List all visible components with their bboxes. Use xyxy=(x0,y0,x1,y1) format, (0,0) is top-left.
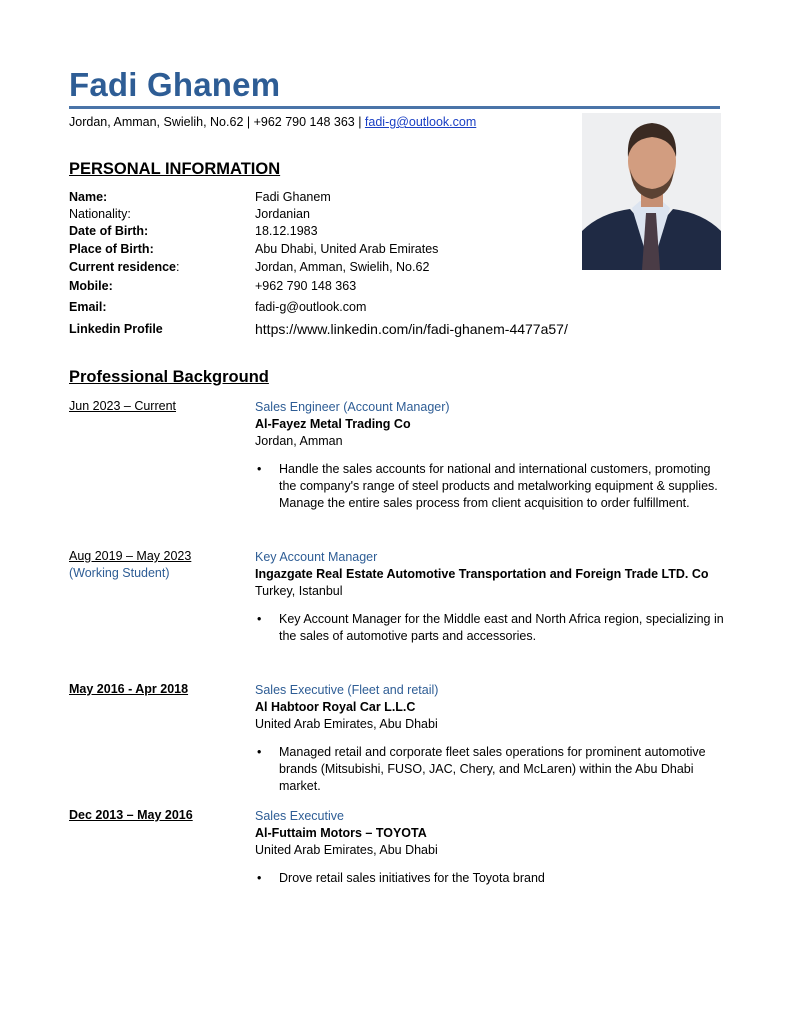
header-divider xyxy=(69,106,720,109)
job-note: (Working Student) xyxy=(69,566,170,580)
company-name: Al-Futtaim Motors – TOYOTA xyxy=(255,826,427,840)
info-value: Abu Dhabi, United Arab Emirates xyxy=(255,242,439,256)
info-label: Place of Birth: xyxy=(69,242,154,256)
job-title: Sales Executive xyxy=(255,809,344,823)
candidate-name: Fadi Ghanem xyxy=(69,66,281,103)
info-label: Date of Birth: xyxy=(69,224,149,238)
contact-line xyxy=(69,115,476,129)
job-location: Turkey, Istanbul xyxy=(255,584,343,598)
info-label: Name: xyxy=(69,190,108,204)
info-value: Jordanian xyxy=(255,207,310,221)
job-description: Handle the sales accounts for national and international customers, promoting the company's range of steel products and metalworking equipment & supplies. Manage the entire sales process from client acquisition to order fulfillment. xyxy=(279,462,718,510)
contact-details: Jordan, Amman, Swielih, No.62 | +962 790 148 363 | xyxy=(69,115,365,129)
job-details xyxy=(255,399,725,512)
job-description: Drove retail sales initiatives for the Toyota brand xyxy=(279,871,545,885)
info-label: Mobile: xyxy=(69,279,113,293)
info-value: Jordan, Amman, Swielih, No.62 xyxy=(255,260,430,274)
job-location: United Arab Emirates, Abu Dhabi xyxy=(255,717,438,731)
info-label xyxy=(69,260,179,274)
info-label-text: Current residence xyxy=(69,260,176,274)
info-label: Linkedin Profile xyxy=(69,322,163,336)
job-bullet xyxy=(255,744,725,795)
job-bullet xyxy=(255,870,725,887)
company-name: Al Habtoor Royal Car L.L.C xyxy=(255,700,416,714)
job-dates: Dec 2013 – May 2016 xyxy=(69,808,193,822)
info-value: +962 790 148 363 xyxy=(255,279,357,293)
job-dates: Jun 2023 – Current xyxy=(69,399,177,413)
job-details xyxy=(255,549,725,645)
info-value: fadi-g@outlook.com xyxy=(255,300,367,314)
professional-background-heading: Professional Background xyxy=(69,368,269,386)
job-title: Sales Engineer (Account Manager) xyxy=(255,400,450,414)
job-description: Key Account Manager for the Middle east and North Africa region, specializing in the sales of automotive parts and accessories. xyxy=(279,612,724,643)
job-description: Managed retail and corporate fleet sales operations for prominent automotive brands (Mitsubishi, FUSO, JAC, Chery, and McLaren) within the Abu Dhabi market. xyxy=(279,745,706,793)
contact-email-link[interactable]: fadi-g@outlook.com xyxy=(364,115,477,129)
job-dates: Aug 2019 – May 2023 xyxy=(69,549,192,563)
company-name: Al-Fayez Metal Trading Co xyxy=(255,417,411,431)
job-dates: May 2016 - Apr 2018 xyxy=(69,682,189,696)
profile-photo xyxy=(582,113,721,270)
job-title: Key Account Manager xyxy=(255,550,378,564)
info-label: Email: xyxy=(69,300,107,314)
job-location: United Arab Emirates, Abu Dhabi xyxy=(255,843,438,857)
info-value: https://www.linkedin.com/in/fadi-ghanem-4477a57/ xyxy=(255,321,568,337)
bullet-glyph: • xyxy=(257,745,262,759)
bullet-glyph: • xyxy=(257,612,262,626)
info-label-colon: : xyxy=(175,260,180,274)
company-name: Ingazgate Real Estate Automotive Transportation and Foreign Trade LTD. Co xyxy=(255,567,709,581)
bullet-glyph: • xyxy=(257,462,262,476)
job-location: Jordan, Amman xyxy=(255,434,343,448)
job-details xyxy=(255,808,725,887)
info-value: 18.12.1983 xyxy=(255,224,318,238)
bullet-glyph: • xyxy=(257,871,262,885)
info-label: Nationality: xyxy=(69,207,131,221)
profile-photo-illustration xyxy=(582,113,721,270)
info-value: Fadi Ghanem xyxy=(255,190,331,204)
job-details xyxy=(255,682,725,795)
personal-information-heading: PERSONAL INFORMATION xyxy=(69,160,281,178)
job-title: Sales Executive (Fleet and retail) xyxy=(255,683,439,697)
job-bullet xyxy=(255,611,725,645)
job-bullet xyxy=(255,461,725,512)
